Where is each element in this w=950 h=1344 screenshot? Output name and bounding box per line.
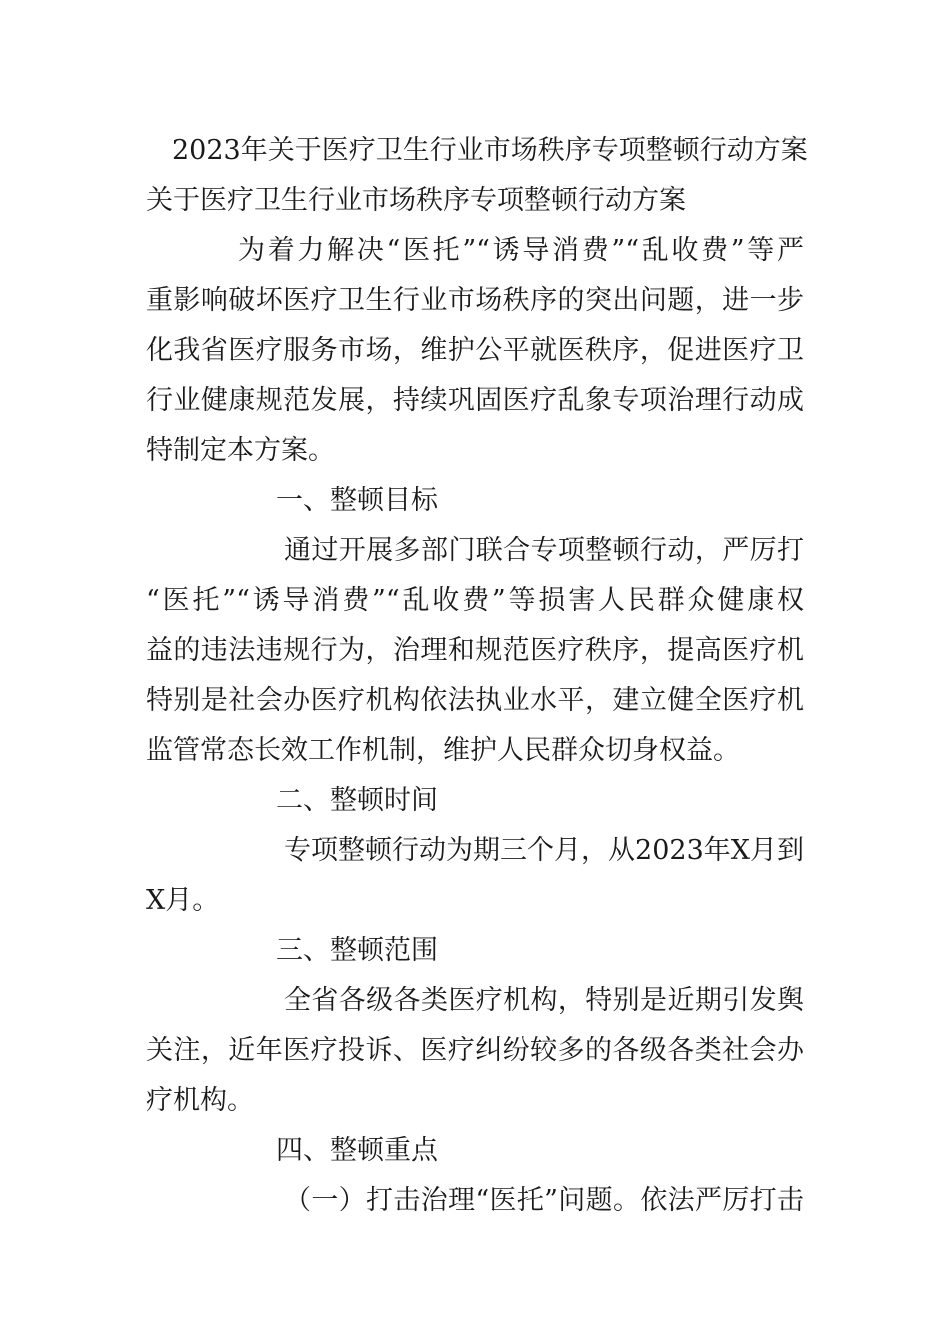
paragraph-line: 益的违法违规行为，治理和规范医疗秩序，提高医疗机 bbox=[146, 635, 804, 666]
paragraph-line: 重影响破坏医疗卫生行业市场秩序的突出问题，进一步 bbox=[146, 285, 804, 316]
paragraph-line: 行业健康规范发展，持续巩固医疗乱象专项治理行动成 bbox=[146, 385, 804, 416]
document-subtitle: 关于医疗卫生行业市场秩序专项整顿行动方案 bbox=[146, 185, 686, 216]
document-title: 2023年关于医疗卫生行业市场秩序专项整顿行动方案 bbox=[172, 135, 808, 166]
paragraph-line: 特制定本方案。 bbox=[146, 435, 335, 466]
paragraph-line: 监管常态长效工作机制，维护人民群众切身权益。 bbox=[146, 735, 740, 766]
paragraph-line: X月。 bbox=[146, 885, 220, 916]
section-heading-goal: 一、整顿目标 bbox=[276, 485, 438, 516]
paragraph-line: “医托”“诱导消费”“乱收费”等损害人民群众健康权 bbox=[146, 585, 804, 616]
paragraph-line: 特别是社会办医疗机构依法执业水平，建立健全医疗机 bbox=[146, 685, 804, 716]
paragraph-line: 为着力解决“医托”“诱导消费”“乱收费”等严 bbox=[238, 235, 804, 266]
paragraph-line: 通过开展多部门联合专项整顿行动，严厉打 bbox=[284, 535, 804, 566]
paragraph-line: 专项整顿行动为期三个月，从2023年X月到 bbox=[284, 835, 804, 866]
section-heading-scope: 三、整顿范围 bbox=[276, 935, 438, 966]
section-heading-time: 二、整顿时间 bbox=[276, 785, 438, 816]
section-heading-focus: 四、整顿重点 bbox=[276, 1135, 438, 1166]
paragraph-line: （一）打击治理“医托”问题。依法严厉打击 bbox=[284, 1185, 804, 1216]
paragraph-line: 化我省医疗服务市场，维护公平就医秩序，促进医疗卫 bbox=[146, 335, 804, 366]
paragraph-line: 疗机构。 bbox=[146, 1085, 254, 1116]
paragraph-line: 全省各级各类医疗机构，特别是近期引发舆 bbox=[284, 985, 804, 1016]
paragraph-line: 关注，近年医疗投诉、医疗纠纷较多的各级各类社会办 bbox=[146, 1035, 804, 1066]
